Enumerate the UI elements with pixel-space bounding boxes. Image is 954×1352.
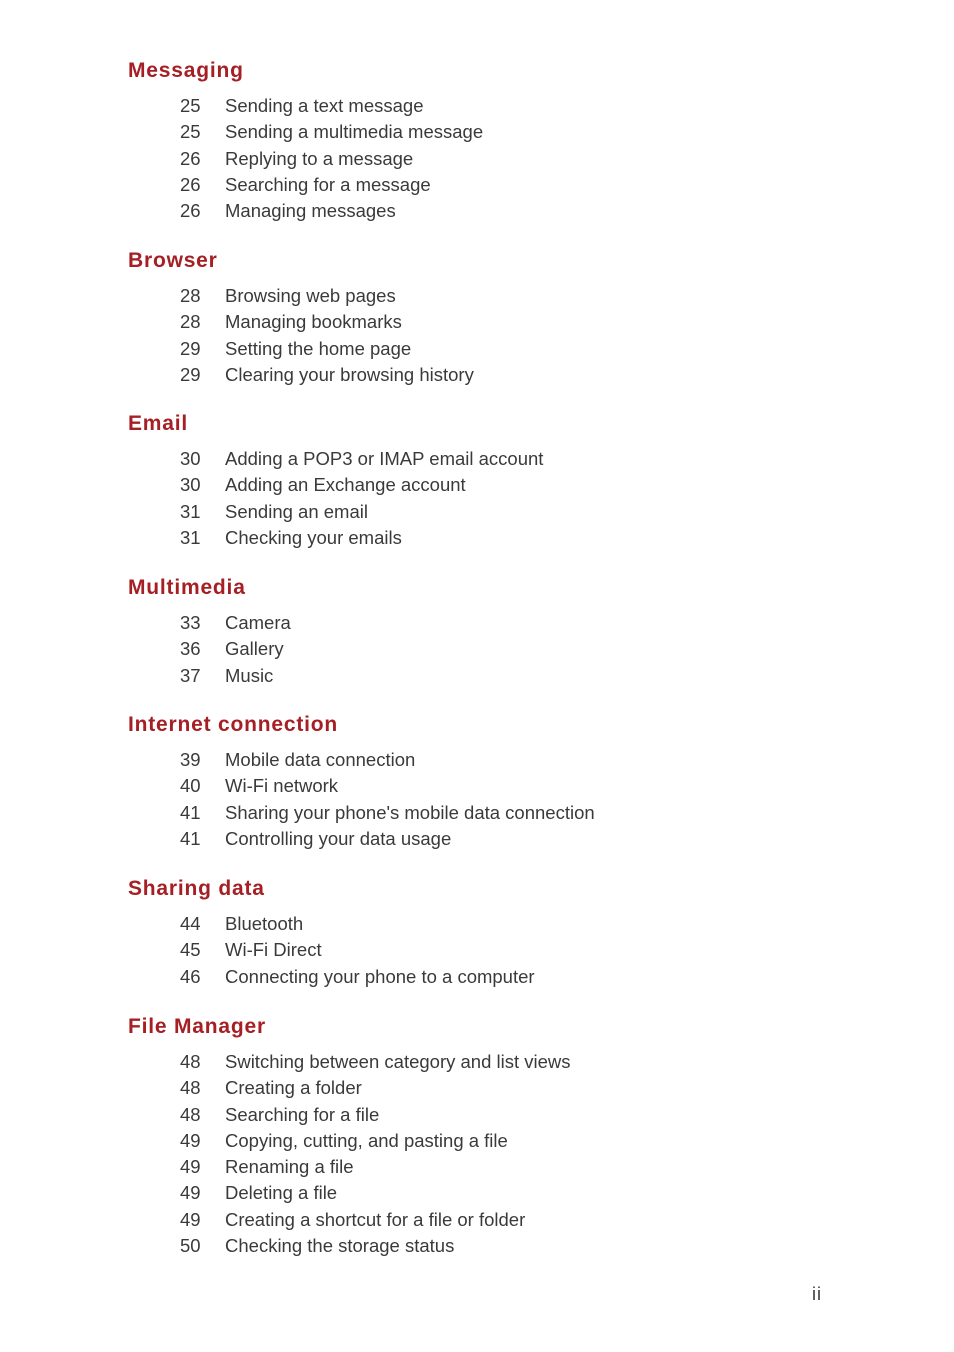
entry-title: Switching between category and list views <box>225 1051 571 1072</box>
entry-title: Connecting your phone to a computer <box>225 965 535 987</box>
entry-title: Camera <box>225 612 291 633</box>
toc-section-email <box>128 411 828 551</box>
toc-entry[interactable] <box>128 446 828 472</box>
section-heading: Internet connection <box>128 713 339 736</box>
entry-title: Controlling your data usage <box>225 827 452 849</box>
entry-page-number: 25 <box>180 121 201 143</box>
toc-entry[interactable] <box>128 283 828 309</box>
entry-page-number: 29 <box>180 363 201 385</box>
entry-title: Sending an email <box>225 500 368 522</box>
entry-title: Searching for a file <box>225 1103 380 1125</box>
toc-entry[interactable] <box>128 362 828 388</box>
entry-title: Replying to a message <box>225 147 414 169</box>
entry-page-number: 49 <box>180 1129 201 1151</box>
entry-page-number: 30 <box>180 474 201 496</box>
entry-title: Searching for a message <box>225 173 431 195</box>
entry-title: Renaming a file <box>225 1156 354 1178</box>
section-heading: File Manager <box>128 1015 266 1038</box>
toc-section-internet-connection <box>128 712 828 852</box>
toc-entry[interactable] <box>128 773 828 799</box>
entry-title: Sharing your phone's mobile data connection <box>225 801 595 823</box>
entry-page-number: 36 <box>180 638 201 660</box>
toc-entry[interactable] <box>128 636 828 662</box>
entry-title: Copying, cutting, and pasting a file <box>225 1129 508 1151</box>
toc-entry[interactable] <box>128 937 828 963</box>
entry-title: Wi-Fi Direct <box>225 939 322 961</box>
entry-page-number: 33 <box>180 612 201 633</box>
toc-entry[interactable] <box>128 1233 828 1259</box>
entry-list <box>128 93 828 224</box>
entry-list <box>128 1049 828 1259</box>
entry-page-number: 48 <box>180 1051 201 1072</box>
section-heading: Browser <box>128 249 218 272</box>
entry-title: Browsing web pages <box>225 285 396 306</box>
section-heading: Sharing data <box>128 877 265 900</box>
toc-entry[interactable] <box>128 1102 828 1128</box>
entry-page-number: 48 <box>180 1103 201 1125</box>
toc-entry[interactable] <box>128 198 828 224</box>
section-heading: Email <box>128 412 189 435</box>
entry-page-number: 45 <box>180 939 201 961</box>
toc-entry[interactable] <box>128 826 828 852</box>
entry-title: Sending a text message <box>225 95 424 116</box>
entry-page-number: 41 <box>180 801 201 823</box>
toc-entry[interactable] <box>128 172 828 198</box>
entry-page-number: 48 <box>180 1077 201 1099</box>
entry-list <box>128 747 828 852</box>
toc-section-messaging <box>128 58 828 224</box>
toc-entry[interactable] <box>128 1180 828 1206</box>
entry-page-number: 28 <box>180 311 201 333</box>
toc-entry[interactable] <box>128 309 828 335</box>
entry-title: Setting the home page <box>225 337 412 359</box>
toc-entry[interactable] <box>128 1154 828 1180</box>
entry-page-number: 26 <box>180 173 201 195</box>
entry-page-number: 29 <box>180 337 201 359</box>
toc-section-multimedia <box>128 575 828 689</box>
toc-entry[interactable] <box>128 472 828 498</box>
toc-entry[interactable] <box>128 1207 828 1233</box>
entry-title: Managing bookmarks <box>225 311 402 333</box>
toc-entry[interactable] <box>128 119 828 145</box>
entry-title: Checking the storage status <box>225 1235 455 1257</box>
entry-page-number: 26 <box>180 147 201 169</box>
entry-title: Music <box>225 664 274 686</box>
entry-page-number: 30 <box>180 448 201 469</box>
toc-entry[interactable] <box>128 1049 828 1075</box>
toc-entry[interactable] <box>128 747 828 773</box>
toc-section-sharing-data <box>128 876 828 990</box>
entry-page-number: 31 <box>180 526 201 548</box>
entry-list <box>128 911 828 990</box>
entry-page-number: 39 <box>180 749 201 770</box>
entry-title: Mobile data connection <box>225 749 416 770</box>
toc-entry[interactable] <box>128 499 828 525</box>
entry-list <box>128 610 828 689</box>
toc-entry[interactable] <box>128 663 828 689</box>
entry-title: Adding a POP3 or IMAP email account <box>225 448 544 469</box>
entry-page-number: 31 <box>180 500 201 522</box>
entry-page-number: 26 <box>180 200 201 222</box>
entry-page-number: 49 <box>180 1182 201 1204</box>
entry-page-number: 28 <box>180 285 201 306</box>
entry-page-number: 44 <box>180 913 201 934</box>
toc-entry[interactable] <box>128 525 828 551</box>
toc-entry[interactable] <box>128 336 828 362</box>
toc-entry[interactable] <box>128 911 828 937</box>
page-number: ii <box>812 1284 822 1304</box>
entry-title: Creating a folder <box>225 1077 362 1099</box>
entry-title: Wi-Fi network <box>225 775 339 797</box>
entry-list <box>128 283 828 388</box>
toc-entry[interactable] <box>128 146 828 172</box>
entry-list <box>128 446 828 551</box>
entry-page-number: 40 <box>180 775 201 797</box>
entry-title: Checking your emails <box>225 526 402 548</box>
entry-title: Adding an Exchange account <box>225 474 466 496</box>
entry-title: Deleting a file <box>225 1182 338 1204</box>
entry-title: Gallery <box>225 638 284 660</box>
entry-page-number: 41 <box>180 827 201 849</box>
entry-page-number: 50 <box>180 1235 201 1257</box>
toc-entry[interactable] <box>128 1128 828 1154</box>
toc-entry[interactable] <box>128 964 828 990</box>
toc-entry[interactable] <box>128 1075 828 1101</box>
entry-page-number: 49 <box>180 1156 201 1178</box>
section-heading: Messaging <box>128 59 244 82</box>
entry-title: Managing messages <box>225 200 396 222</box>
entry-page-number: 37 <box>180 664 201 686</box>
section-heading: Multimedia <box>128 576 246 599</box>
entry-page-number: 25 <box>180 95 201 116</box>
toc-section-browser <box>128 248 828 388</box>
entry-page-number: 46 <box>180 965 201 987</box>
entry-page-number: 49 <box>180 1208 201 1230</box>
entry-title: Creating a shortcut for a file or folder <box>225 1208 526 1230</box>
toc-entry[interactable] <box>128 610 828 636</box>
toc-entry[interactable] <box>128 93 828 119</box>
entry-title: Bluetooth <box>225 913 304 934</box>
entry-title: Sending a multimedia message <box>225 121 484 143</box>
toc-entry[interactable] <box>128 800 828 826</box>
entry-title: Clearing your browsing history <box>225 363 474 385</box>
toc-section-file-manager <box>128 1014 828 1259</box>
